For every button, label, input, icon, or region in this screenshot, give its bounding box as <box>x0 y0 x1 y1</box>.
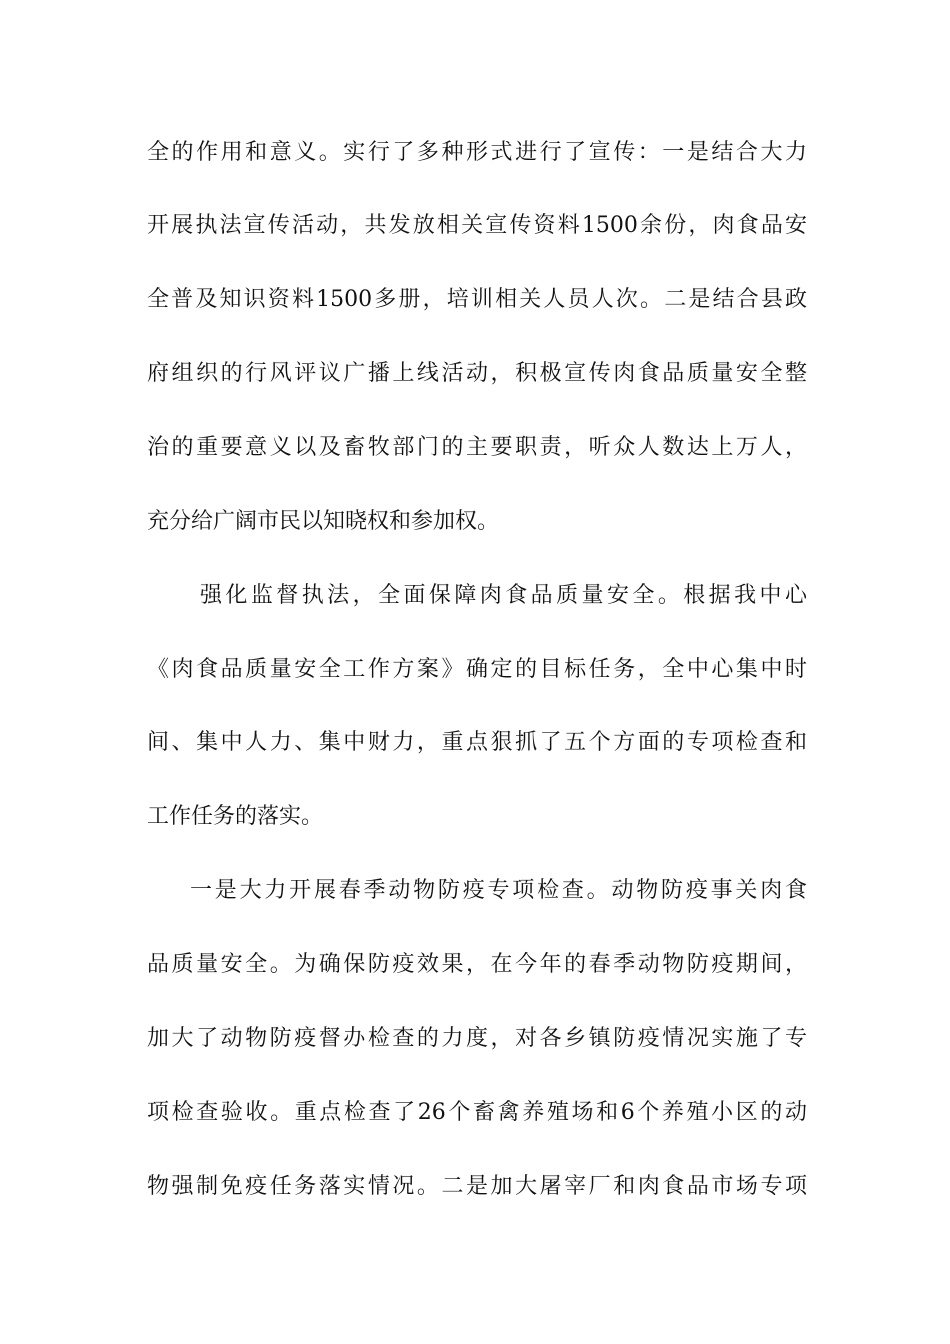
text-line: 开展执法宣传活动，共发放相关宣传资料1500余份，肉食品安 <box>147 213 807 238</box>
text-line: 充分给广阔市民以知晓权和参加权。 <box>147 509 500 534</box>
text-line: 全的作用和意义。实行了多种形式进行了宣传：一是结合大力 <box>147 140 807 165</box>
text-line: 项检查验收。重点检查了26个畜禽养殖场和6个养殖小区的动 <box>147 1100 807 1125</box>
text-line: 间、集中人力、集中财力，重点狠抓了五个方面的专项检查和 <box>147 730 807 755</box>
text-line: 品质量安全。为确保防疫效果，在今年的春季动物防疫期间， <box>147 952 807 977</box>
text-line: 《肉食品质量安全工作方案》确定的目标任务，全中心集中时 <box>147 657 807 682</box>
text-line: 物强制免疫任务落实情况。二是加大屠宰厂和肉食品市场专项 <box>147 1174 807 1199</box>
paragraph-start-line: 强化监督执法，全面保障肉食品质量安全。根据我中心 <box>200 583 807 608</box>
text-line: 府组织的行风评议广播上线活动，积极宣传肉食品质量安全整 <box>147 361 807 386</box>
text-line: 工作任务的落实。 <box>147 804 324 829</box>
text-line: 全普及知识资料1500多册，培训相关人员人次。二是结合县政 <box>147 287 807 312</box>
paragraph-start-line: 一是大力开展春季动物防疫专项检查。动物防疫事关肉食 <box>190 878 807 903</box>
text-line: 加大了动物防疫督办检查的力度，对各乡镇防疫情况实施了专 <box>147 1026 807 1051</box>
text-line: 治的重要意义以及畜牧部门的主要职责，听众人数达上万人， <box>147 435 807 460</box>
